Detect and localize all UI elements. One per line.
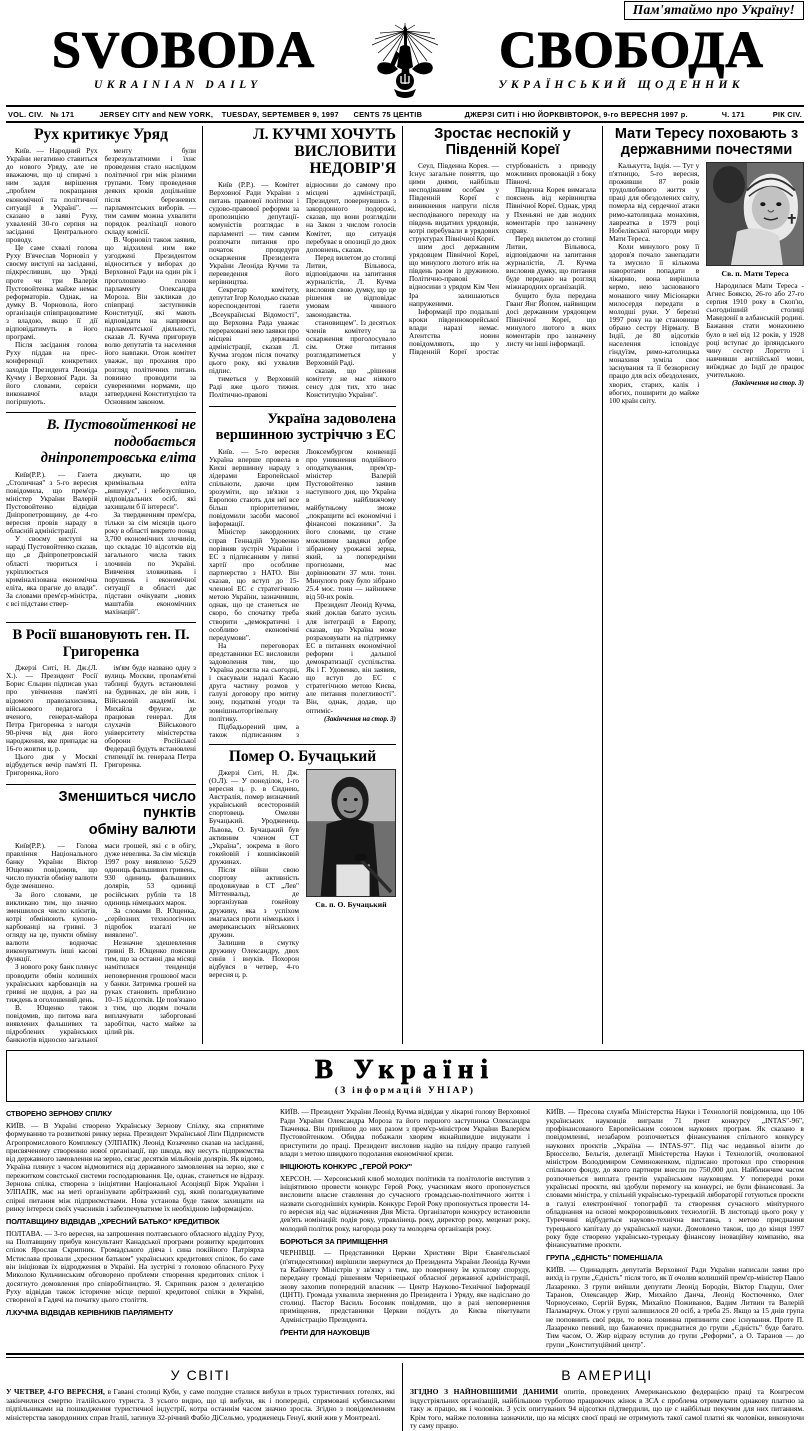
article-hryhorenko [6, 664, 196, 777]
ukraine-section [6, 1050, 804, 1349]
folio-city-uk: ДЖЕРЗІ СИТІ і НЮ ЙОРК [464, 109, 560, 119]
ukraine-banner-subtitle: (З інформацій УНІАР) [334, 1086, 476, 1097]
headline-korea: Зростає неспокій у Південній Кореї [434, 126, 571, 158]
news-body: КИЇВ. — В Україні створено Українську Зернову Спілку, яка сприятиме формуванню та розвиткові ринку зерна. Президент Української Ліґи Підприємств Агропромислового Комплексу (УЛПАПК) Леонід Козаченко сказав на засіданні, присвяченому створенню нової організації, що шкода, яку несуть підприємства від державного замовлення на зерно, сягає десятків мільйонів долярів. Як відомо, Україна плянує з часом відмовитися від державного замовлення на зерно, яке є пережитком совєтської системи господарювання. Це, однак, станеться не відразу. Зернова спілка, створена з ініціятиви Національної Асоціяції Бірж України і УЛПАПК, має на меті організувати арбітражний суд, який полагоджуватиме спірні питання між підприємствами. Нова установа буде також захищати на ринку інтереси своїх учасників і забезпечуватиме їх необхідною інформацією. [6, 1120, 264, 1213]
paragraph: Президент Леонід Кучма, який доклав багато зусиль для інтеграції в Европу, сказав, що Україна може розраховувати на підтримку ЕС в питаннях економічної реформи і дальшої демократизації суспільства. Як і Г. Удовенко, він заявив, що вступ до ЕС є стратегічною метою Києва, але питання полегливості". Він, однак, додав, що оптиміс- [306, 600, 396, 715]
uniar-column-1 [6, 1108, 272, 1349]
photo-mother-teresa [706, 162, 804, 266]
ukraine-banner-title: В Україні [315, 1054, 495, 1085]
news-body: ПОЛТАВА. — 3-го вересня, на запрошення полтавського обласного відділу Руху, на Полтавщину прибув консультант Канадської програми розвитку кредитових спілок Ярослав Скрипник. Громадського діяча і сина покійного Патріярха Мстислава прозвали „хресним батьком" українських кредитових спілок, бо саме він ініціював їх відродження в Україні. На зустрічі з головою обласного Руху Миколою Кульчинським обговорено проблеми створення кредитових спілок і досягнуто домовлення про співробітництво. Я. Скрипник разом з делегацією Руху відвідав також історичне місце першої кредитової спілки в Україні, створеної в Гадячі на початку цього століття. [6, 1228, 264, 1305]
world-section [6, 1363, 402, 1431]
column-4 [602, 126, 804, 1044]
folio-price: CENTS 75 ЦЕНТІВ [353, 109, 423, 119]
news-body: ХЕРСОН. — Херсонський клюб молодих політиків та політологів виступив з ініціятивою провести конкурс Герой Року, учасникам якого пропонується висловити власне ставлення до сучасного громадсько-політичного життя і назвати сьогоднішніх кумирів. Конкурс Герой Року пропонується провести 14-го вересня від час відзначення Дня Міста. Організатори конкурсу встановили дев'ять номінацій: подія року, управлінець року, директор року, меценат року, молодий політик року, нагорода року та молодеча організація року. [279, 1173, 530, 1233]
remember-ukraine-banner: Пам'ятаймо про Україну! [624, 1, 804, 20]
paragraph: Після війни свою спортову активність продовжував в СТ „Лев" Міттенвальд, де зорганізував гокейову дружину, яка з успіхом змагалася проти німецьких і американських військових дружин. [209, 865, 299, 939]
folio-volume: VOL. CIV. [8, 109, 44, 119]
headline-line-2: вершинною зустріччю з ЕС [215, 427, 396, 444]
article-valuta [6, 842, 196, 1044]
news-body: КИЇВ. — Одинадцять депутатів Верховної Ради України написали заяви про вихід із групи „Єдність" після того, як її очолив колишній прем'єр-міністер Павло Лазаренко. З групи вийшли депутати Леонід Бородін, Віктор Гладуш, Олег Таранов, Олександер Жир, Михайло Данча, Леонід Костюченко, Олег Чорноусенко, Сергій Буряк, Михайло Поживанов, Вадим Литвин та Валерій Паламарчук. Отож у групі залишилося 20 осіб, а треба 25. Якщо за 15 днів група не поповнить свої ряди, то вона повинна припинити своє існування. Проте П. Лазаренко певний, що бажаючих приєднатися до групи „Єдність" буде багато. Тим часом, О. Жир відразу вступив до групи „Реформи", а О. Таранов — до групи „Конституційний центр". [545, 1264, 804, 1349]
divider [209, 744, 396, 745]
folio-city-en: JERSEY CITY and NEW YORK, [99, 109, 214, 119]
news-headline: Л.КУЧМА ВІДВІДАВ КЕРІВНИКІВ ПАРЛЯМЕНТУ [6, 1308, 174, 1318]
paragraph: бущито була передана Гванґ Янг Йопом, найвищим досі державним урядовцем Північної Кореї, що минулого лютого в яких коментарів про зазначену листу чи інші інформації. [506, 290, 596, 349]
masthead-subtitle-english: UKRAINIAN DAILY [94, 79, 262, 91]
column-1 [6, 126, 202, 1044]
paragraph: В. Чорновіл також заявив, що відхилені ним вже узгоджені Президентом відноситься у виборах до Верховної Ради на один рік і проголошено голови парламенту Олександра Мороза. Він закликав до співпраці заступників Конституції, які мають відповідати на напрямки парламентської діяльності, сказав Л. Кучма пригорнув волю депутатів та населення його навпаки. Отож комітет уважає, що прохання про розгляд політичних питань повинно проводити за суверенними нормами, що затверджені Конституцією та Основним законом. [104, 235, 196, 406]
folio-number: № 171 [50, 109, 75, 119]
headline-hryhorenko: В Росії вшановують ген. П. Григоренка [6, 622, 196, 660]
article-pustovoitenko [6, 471, 196, 617]
headline-line-1: В. Пустовойтенкові не подобається [46, 417, 196, 450]
folio-year: РІК CIV. [772, 109, 802, 119]
photo-caption-mother-teresa: Св. п. Мати Тереса [721, 269, 789, 278]
paragraph: Джерзі Ситі, Н. Дж. (О.Л). — У понеділок, 1-го вересня ц. р. в Сиднею, Австралія, помер визначний український всесторонній спортовець Омелян Бучацький. Уродженець Львова, О. Бучацький був активним членом СТ „Україна", зокрема в його гокейовій і кошиківковій дружинах. [209, 767, 299, 866]
paragraph: тиметься у Верховній Раді вже цього тижня. Політично-правові відносини до самому про місцеві адміністрації, Президент, повернувшись з закордонного подорожі, сказав, що вони розгляділи на Закон з числом голосів Комітет, що ситуація перебуває в опозиції до двох доповнень, сказав. [209, 180, 396, 400]
paragraph: За твердженням прем'єра, тільки за сім місяців цього року в області викрито понад 3,700 економічних злочинів, що складає 10 відсотків від загального числа таких злочинів по Україні. Вивчення зловживань і порушень і економічної ситуації в області дає підстави очікувати „нових маштабів економічних махінацій". [104, 509, 196, 617]
paragraph: Це саме схвалі голова Руху В'ячеслав Чорновіл у своєму виступі на засіданні, підкресливши, що Уряді проте чи три Валерія Пустовойтенка майже немає реформаторів. Однак, на думку В. Чорновола, його організація співпрацюватиме з владою, якщо її дії відповідатимуть в його програмі. [6, 243, 98, 342]
paragraph: шим досі державним урядовцем Північної Кореї, що минулого лютого втік на південь разом із дружиною. Політично-правові відносини з урядом Кім Чен Іра залишаються напруженими. [409, 241, 499, 308]
article-buchatskyi [209, 769, 396, 979]
world-section-body [6, 1388, 395, 1422]
headline-line-2: обміну валюти [88, 821, 196, 838]
paragraph: На переговорах представники ЕС висловили задоволення тим, що Україна досягла на сьогодні, і скасували надалі Касаю друга частину розмов у галузі договору про митну зону, податкові угоди та зовнішньоторгівельну політику. [209, 640, 299, 723]
headline-pustovoitenko [6, 412, 196, 467]
ukraine-banner [6, 1050, 804, 1102]
headline-kuchma [209, 126, 396, 177]
paragraph: В. Ющенко також повідомив, що питома вага виявлених фальшивих та підроблених українських банкнотів відносно загальної маси грошей, які є в обігу, дуже невелика. За сім місяців 1997 року виявлено 5,629 одиниць фальшивих гривень, 930 одиниць фальшивих долярів, 53 одиниці російських рублів та 18 одиниць німецьких марок. [6, 841, 196, 1045]
article-korea [409, 162, 596, 356]
folio-date-en: TUESDAY, SEPTEMBER 9, 1997 [221, 109, 339, 119]
masthead-subtitle-ukrainian: УКРАЇНСЬКИЙ ЩОДЕННИК [498, 79, 744, 91]
news-headline: СТВОРЕНО ЗЕРНОВУ СПІЛКУ [6, 1109, 112, 1119]
continuation-note: (Закінчення на стор. 3) [323, 714, 396, 723]
masthead [6, 23, 804, 105]
headline-mother-teresa [609, 126, 804, 158]
article-rukh [6, 147, 196, 406]
paragraph: Народилася Мати Тереса - Агнес Бояксю, 26-го або 27-го серпня 1910 року в Скоп'ю, сьогоднішній столиці Македонії в албанській родині. Бажання стати монахинею було в неї від 12 років, у 1928 році вступає до ірляндського чину сестер Лоретто і навчивши англійської мови, виїжджає до Індії де працює учителькою. [706, 281, 804, 380]
main-grid [6, 126, 804, 1044]
masthead-title-cyrillic: СВОБОДА [499, 22, 764, 79]
headline-valuta [6, 784, 196, 839]
paragraph: Сеул, Південна Корея. — Існує загальне поняття, що цими днями, найбільш несподіваним особам у Південній Кореї є виникнення напруги після несподіваного переходу на південь видатних урядовців, котрі перебували в урядових структурах Північної Кореї. [409, 161, 499, 243]
news-headline: ІНІЦІЮЮТЬ КОНКУРС „ГЕРОЙ РОКУ" [279, 1162, 412, 1172]
article-mother-teresa [609, 162, 804, 405]
paragraph: Інформації про подальші кроки південнокорейської влади наразі немає. Аґентства новин повідомляють, що у Південній Кореї зростає стурбованість з приводу можливих провокацій з боку Півночі. [409, 161, 596, 357]
photo-buchatskyi [306, 769, 396, 897]
folio-line [6, 107, 804, 121]
america-section-body [410, 1388, 804, 1431]
america-lead: ЗГІДНО З НАЙНОВІШИМИ ДАНИМИ [410, 1386, 559, 1396]
news-headline: ГРУПА „ЄДНІСТЬ" ПОМЕНШАЛА [545, 1253, 663, 1263]
paragraph: Київ(Р.Р.). — Газета „Столичная" з 5-го вересня повідомила, що прем'єр-міністер України Валерій Пустовойтенко відвідав Дніпропетровщину, де 4-го вересня провів нараду в обласній адміністрації. [6, 469, 98, 536]
news-body: КИЇВ. — Президент України Леонід Кучма відвідав у лікарні голову Верховної Ради України Олександра Мороза та його першого заступника Олександра Ткаченка. Він прийшов до них разом з прем'єр-міністром України Валерієм Пустовойтенком. Обидва побажали хворим якнайшвидше видужати і приступити до праці. Президент висловив надію на плідну працю галузей влади з метою швидкого подолання економічної кризи. [279, 1107, 530, 1158]
paragraph: становищем". Із десятьох членів комітету за оскарження проголосувало сім. Отже питання розглядатиметься у Верховній Раді. [306, 317, 396, 368]
america-section [402, 1363, 804, 1431]
masthead-title-latin: SVOBODA [52, 22, 316, 79]
paragraph: Джерзі Ситі, Н. Дж.(Л. Х.). — Президент Росії Борис Єльцин підписав указ про увічнення пам'яті відомого правозахисника, військового педагога і вченого, генерал-майора Петра Григоренка з нагоди 90-річчя від дня його народження, яке припадає на 16-го жовтня ц. р. [6, 663, 98, 754]
news-headline: ҐРЕНТИ ДЛЯ НАУКОВЦІВ [279, 1328, 370, 1338]
paragraph: Південна Корея вимагала пояснень від керівництва Північної Кореї. Однак, уряд у Пхеньяні не дав жодних коментарів про зазначену справу. [506, 185, 596, 235]
news-headline: ПОЛТАВЩИНУ ВІДВІДАВ „ХРЕСНИЙ БАТЬКО" КРЕДИТІВОК [6, 1217, 220, 1227]
paragraph: Київ(Р.Р.). — Голова правління Національного банку України Віктор Ющенко повідомив, що число пунктів обміну валюти буде зменшено. [6, 841, 98, 891]
paragraph: Київ (Р.Р.). — Комітет Верховної Ради України з питань правової політики і судово-правової реформи за пропозицією депутації-комуністів розглядає в парламенті — тим самим розпочати питання про початок процедури оскарження Президента України Леоніда Кучми та переведення його керівництва. [209, 180, 299, 287]
paragraph: Перед вилетом до столиці Литви, Вільнюса, відповідаючи на запитання журналістів, Л. Кучма висловив думку, що питання буде передано на розгляд міжнародних організацій. [506, 233, 596, 292]
america-text: опитів, проведених Американською федерацією праці та Конгресом індустріяльних організацій, найбільшою турботою працюючих жінок в ЗСА є проблема отримувати однакову платню за таку ж працю, як і чоловіки. З усіх опитуваних 94 відсотки підтвердили, що це є найбільш пекучим для них питанням. Крім того, майже половина зазначили, що на місцях своєї праці не отримують такої самої платні як чоловіки, виконуючи ту саму працю. [410, 1386, 805, 1431]
headline-line-2: НЕДОВІР'Я [309, 160, 396, 177]
headline-line-2: дніпропетровська еліта [40, 450, 196, 466]
paragraph: У своєму виступі на нараді Пустовойтенко сказав, що „в Дніпропетровській області твориться і укріплюється криміналізована економічна еліта, яка прагне до влади". За словами прем'єр-міністра, є всі підстави ствер- [6, 534, 98, 608]
paragraph: Київ. — Народний Рух України негативно ставиться до нового Уряду, але не вважаючи, що ці спирачі з ним задля вирішення „проблем покращання економічної та політичної ситуації в Україні". — сказано в заяві Руху, ухваленій 30-го серпня на засіданні Центрального проводу. [6, 146, 98, 245]
paragraph: Калькутта, Індія. — Тут у п'ятницю, 5-го вересня, проживши 87 років трудолюбивого життя у праці для обездолених світу, померла від сердечної атаки римо-католицька монахиня, лавреатка в 1979 році Нобелівської нагороди миру Мати Тереса. [609, 161, 700, 243]
bottom-divider [6, 1353, 804, 1358]
headline-rukh: Рух критикує Уряд [34, 126, 168, 143]
paragraph: З нового року банк плянує проводити обмін колишніх українських карбованців на гривні не щодня, а раз на тиждень в оголошений день. [6, 962, 98, 1004]
paragraph: Секретар комітету, депутат Ігор Колодько сказав кореспондентові газети „Всеукраїнські Відомості", що Верховна Рада уважає перераховані нею заявки про місцеві державні адміністрації, сказав Л. Кучма згодом після початку цього року, які ухвалив підпис. [209, 285, 299, 376]
paragraph: Коли минулого року її здоров'я почало занепадати та змусило її кількома наворотами попадати в лікарню, вона вирішила кермо, нею заснованого монашого чину Місіонарки милосердя передати в молодші руки. У березні 1997 року на це становище обрано сестру Нірмалу. В Індії, де 80 відсотків населення ісповідує гіндуїзм, римо-католицька монахиня зуміла своє заснування та її безкорисну працю для всіх обездолених, хворих, старих, калік і вбогих, поширити до майже 100 країн світу. [609, 241, 700, 405]
paragraph: Незначне здешевлення гривні В. Ющенко пояснив тим, що за останні два місяці намітилася тенденція неповернення грошової маси у банки. Затримка грошей на руках становить приблизно 10–15 відсотків. Це пов'язано з тим, що людям почали виплачувати заборговані заробітки, часто майже за цілий рік. [104, 938, 196, 1037]
world-section-title: У СВІТІ [170, 1366, 231, 1383]
paragraph: сказав, що „рішення комітету не має ніякого сенсу для тих, хто знає Конституцію України". [306, 366, 396, 400]
headline-line-1: Л. КУЧМІ ХОЧУТЬ ВИСЛОВИТИ [253, 126, 396, 160]
paragraph: ім'ям буде названо одну з вулиць Москви, пропам'ятні таблиці будуть встановлені на будинках, де він жив, і Військовій академії ім. Михайла Фрунзе, де працював генерал. Для слухачів Військового університету міністерства оборони Російської Федерації будуть встановлені стипендії ім. генерала Петра Григоренка. [104, 663, 196, 770]
america-section-title: В АМЕРИЦІ [561, 1366, 653, 1383]
headline-eu-summit [209, 406, 396, 444]
paragraph: Після засідання голова Руху піддав на прес-конференції конкретних заходів Президента Леоніда Кучму і Верховної Ради. За його словами, сервіси виконавчої влади погіршують. [6, 340, 98, 406]
folio-issue-number: Ч. 171 [721, 109, 745, 119]
paragraph: Залишив в смутку дружину Олександру, двох синів і внуків. Похорон відбувся в четвер, 4-го вересня ц. р. [209, 937, 299, 980]
paragraph: За словами В. Ющенка, „серйозних технологічних підробок взагалі не виявлено". [104, 905, 196, 940]
paragraph: джувати, що ця кримінальна еліта „вишукує", і небезуспішно, відповідальних осіб, які захищали б її інтереси". [104, 469, 196, 511]
paragraph: За його словами, це викликано тим, що значно зменшилося число клієнтів, котрі обмінюють купоно-карбованці на гривні. З огляду на це, пункти обміну валюти водночас виконуватимуть інші касові функції. [6, 889, 98, 964]
headline-line-1: Мати Тересу поховають з [614, 126, 799, 142]
bottom-sections [6, 1363, 804, 1431]
headline-line-1: Україна задоволена [267, 410, 396, 427]
folio-rule-bottom [6, 121, 804, 123]
photo-caption-buchatskyi: Св. п. О. Бучацький [315, 899, 387, 909]
uniar-columns [6, 1108, 804, 1349]
paragraph: Перед вилетом до столиці Литви, Вільнюса, відповідаючи на запитання журналістів, Л. Кучма висловив свою думку, що це рішення не відповідає умовам чинного законодавства. [306, 252, 396, 319]
headline-line-1: Зменшиться число пунктів [58, 788, 196, 821]
uniar-column-3 [538, 1108, 804, 1349]
paragraph: Київ. — 5-го вересня Україна вперше провела в Києві вершинну нараду з лідерами Европейської спільноти, даючи цим зрозуміти, що зв'язки з Европою стають для неї все більш пріоритетними, повідомили засоби масової інформації. [209, 446, 299, 529]
news-body: КИЇВ. — Пресова служба Міністерства Науки і Технологій повідомила, що 106 українських науковців виграли 71 ґрент конкурсу „INTAS"-96", профінансованого Европейським союзом наукових програм. Як сказано в повідомленні, незабаром розпочнеться фінансування спільного конкурсу наукових проєктів „Україна — INTAS-97". Під час недавньої візити до Брюсселю, Бельгія, делегації Міністерства Науки і Технологій, очолюваної міністром Володимиром Семиноженком, підписано протокол про створення спільного фонду, до якого партнери внесли по 750,000 дол. Найближчим часом розпочнеться виплата ґрентів українським науковцям. У попередні роки українські проєкти, які здобули перемогу на конкурсі, не були фінансовані. За словами міністра, у спільній українсько-турецькій лябораторії готуються проєкти в галузі електронічної топографії та створення сучасного мінітурного обладнання на основі мокророзвильових технологій. В листопаді цього року у Туреччині відбудеться науково-технічна виставка, з метою приєднання турецького капіталу до української науки. Домовлено також, що до кінця 1997 року буде створено українсько-турецьку фінансову іноваційну компанію, яка фінансуватиме проєкти. [545, 1107, 804, 1250]
paragraph: Міністер закордонних справ Геннадій Удовенко порівняв зустріч України і ЕС з підписанням у липні хартії про особливе партнерство з НАТО. Він сказав, що вступ до 15-членної ЕС є стратегічною метою України, зазначивши, однак, що це станеться не скоро, бо спочатку треба створити „демократичні і особливо економічні передумови". [209, 527, 299, 642]
column-3 [402, 126, 602, 1044]
continuation-note: (Закінчення на стор. 3) [731, 379, 804, 388]
article-eu-summit [209, 448, 396, 739]
headline-buchatskyi: Помер О. Бучацький [228, 747, 377, 765]
statue-of-liberty-trident-emblem [350, 19, 460, 99]
uniar-column-2 [272, 1108, 538, 1349]
paragraph: Цього дня у Москві відбудеться вечір пам'яті П. Григоренка, його [6, 752, 98, 778]
news-body: ЧЕРНІВЦІ. — Представники Церкви Християн Віри Євангельської (п'ятидесятники) вирішили звернутися до Президента України Леоніда Кучми та Кабінету Міністрів у зв'язку з тим, що повернену їм культову споруду, передану громаді рішенням Чернівецької обласної державної адміністрації, знову захопив попередній власник — Центр Науково-Технічної Інформації (ЦНТІ). Громада ухвалила звернення до Президента і Уряду, яке надіслано до столиці. Пастор Василь Босовик повідомив, що в разі неповернення приміщення, представники Церкви поїдуть до Києва пікетувати Адміністрацію Президента. [279, 1248, 530, 1324]
paragraph: Підбадьорений цим, а також підписанням з Люксембургом конвенції про уникнення подвійного оподаткування, прем'єр-міністер Валерій Пустовойтенко заявив наступного дня, що Україна в найближчому майбутньому зможе „покращити всі економічні і фінансові показники". За його словами, це стане можливим завдяки добре зібраному урожаєві зерна, який, за попередніми прогнозами, має дорівнювати 37 млн. тонн. Минулого року було зібрано 25.4 моє. тонн — найнижче від 50-их років. [209, 446, 396, 739]
world-text: в Гавані столиці Куби, у саме полудне сталися вибухи в трьох туристичних готелях, які закінчилися смертю італійського туриста. З усього видно, що ці вибухи, як і попередні, спрямовані кубинськими підпільниками на пошкодження туристичної індустрії, котра останнім часом значно зросла. Згідно з повідомленням міністерства закордонних справ Італії, загинув 32-річний Фабіо ДіСельмо, уродженець Генуї, який жив у Монтреалі. [6, 1386, 395, 1422]
paragraph: менту були безрезультатними і їхнє проведення стало наслідком політичної гри між різними групами. Тому проведення деяких кроків доцільніше після березневих парламентських виборів. — тим самим можна ухвалити порядок реалізації нового складу комісії. [104, 146, 196, 236]
world-lead: У ЧЕТВЕР, 4-ГО ВЕРЕСНЯ, [6, 1386, 105, 1396]
column-2 [202, 126, 402, 1044]
news-headline: БОРЮТЬСЯ ЗА ПРИМІЩЕННЯ [279, 1236, 388, 1246]
folio-date-uk: ВІВТОРОК, 9-го ВЕРЕСНЯ 1997 р. [559, 109, 688, 119]
article-kuchma [209, 181, 396, 400]
top-banner [6, 0, 804, 20]
headline-line-2: державними почестями [620, 142, 793, 158]
